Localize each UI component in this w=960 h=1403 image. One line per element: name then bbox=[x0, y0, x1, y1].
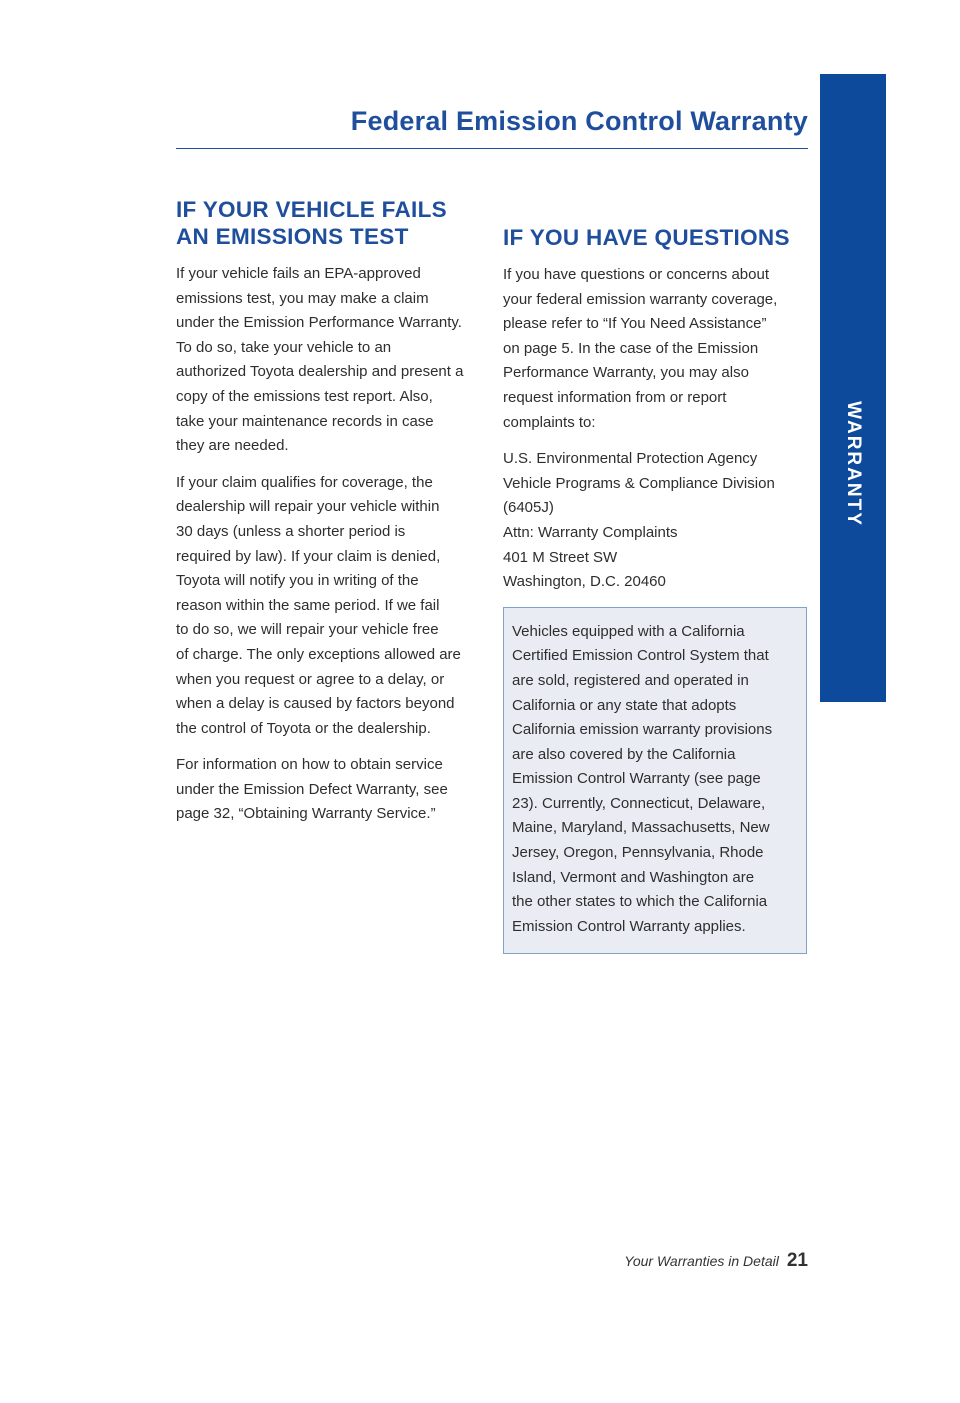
fails-paragraph-1: If your vehicle fails an EPA-approved emissions test, you may make a claim under the Emission Performance Warranty. To do so, take your vehicle to an authorized Toyota dealership and present a copy of the emissions test report. Also, take your maintenance records in case they are needed. bbox=[176, 265, 464, 455]
page-title: Federal Emission Control Warranty bbox=[350, 106, 808, 136]
page-number: 21 bbox=[786, 1250, 808, 1271]
left-column bbox=[176, 196, 478, 839]
fails-paragraph-3: For information on how to obtain service under the Emission Defect Warranty, see page 32, “Obtaining Warranty Service.” bbox=[176, 756, 448, 823]
section-side-tab bbox=[820, 74, 886, 702]
side-tab-label: WARRANTY bbox=[843, 401, 864, 527]
california-note-box bbox=[503, 607, 807, 955]
questions-heading: IF YOU HAVE QUESTIONS bbox=[503, 225, 790, 250]
epa-address: U.S. Environmental Protection Agency Vehicle Programs & Compliance Division (6405J) Attn: Warranty Complaints 401 M Street SW Washington, D.C. 20460 bbox=[503, 450, 775, 591]
title-divider bbox=[176, 148, 808, 149]
fails-paragraph-2: If your claim qualifies for coverage, the dealership will repair your vehicle within 30 days (unless a shorter period is required by law). If your claim is denied, Toyota will notify you in writing of the reason within the same period. If we fail to do so, we will repair your vehicle free of charge. The only exceptions allowed are when you request or agree to a delay, or when a delay is caused by factors beyond the control of Toyota or the dealership. bbox=[176, 473, 461, 737]
right-column bbox=[503, 224, 807, 954]
california-note-text: Vehicles equipped with a California Certified Emission Control System that are sold, registered and operated in California or any state that adopts California emission warranty provisions are also covered by the California Emission Control Warranty (see page 23). Currently, Connecticut, Delaware, Maine, Maryland, Massachusetts, New Jersey, Oregon, Pennsylvania, Rhode Island, Vermont and Washington are the other states to which the California Emission Control Warranty applies. bbox=[512, 622, 773, 935]
fails-emissions-heading: IF YOUR VEHICLE FAILS AN EMISSIONS TEST bbox=[176, 197, 447, 249]
questions-intro: If you have questions or concerns about your federal emission warranty coverage, please refer to “If You Need Assistance” on page 5. In the case of the Emission Performance Warranty, you may also request information from or report complaints to: bbox=[503, 266, 778, 431]
footer-section-label: Your Warranties in Detail bbox=[624, 1253, 779, 1269]
page-footer bbox=[624, 1250, 808, 1272]
